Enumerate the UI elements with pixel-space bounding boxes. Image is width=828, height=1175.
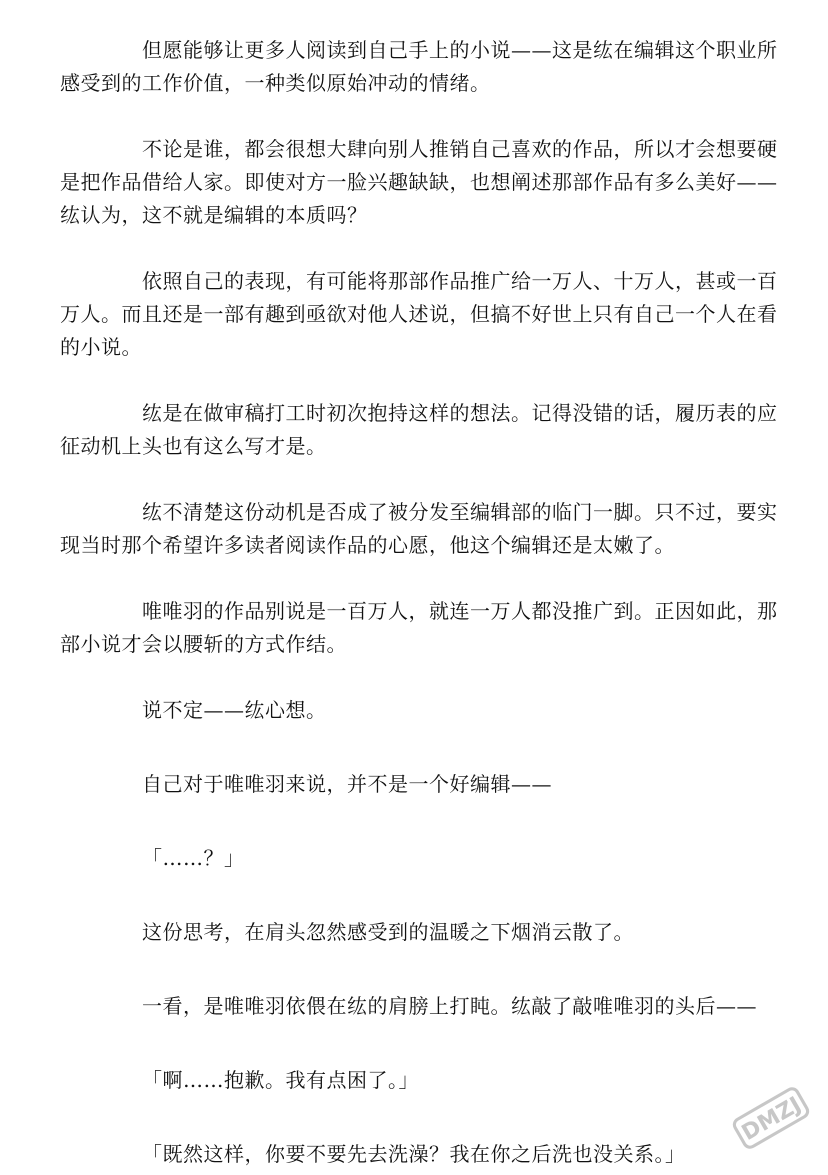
paragraph-13: 「既然这样，你要不要先去洗澡？我在你之后洗也没关系。」 (142, 1142, 686, 1166)
paragraph-7: 说不定——纮心想。 (142, 698, 327, 722)
paragraph-5: 纮不清楚这份动机是否成了被分发至编辑部的临门一脚。只不过，要实现当时那个希望许多读者阅读作品的心愿，他这个编辑还是太嫩了。 (60, 500, 778, 557)
paragraph-10: 这份思考，在肩头忽然感受到的温暖之下烟消云散了。 (142, 920, 634, 944)
paragraph-9: 「……？」 (142, 846, 245, 870)
paragraph-6: 唯唯羽的作品别说是一百万人，就连一万人都没推广到。正因如此，那部小说才会以腰斩的方式作结。 (60, 599, 778, 656)
paragraph-2: 不论是谁，都会很想大肆向别人推销自己喜欢的作品，所以才会想要硬是把作品借给人家。即使对方一脸兴趣缺缺，也想阐述那部作品有多么美好——纮认为，这不就是编辑的本质吗？ (60, 137, 778, 227)
paragraph-12: 「啊……抱歉。我有点困了。」 (142, 1068, 419, 1092)
paragraph-4: 纮是在做审稿打工时初次抱持这样的想法。记得没错的话，履历表的应征动机上头也有这么写才是。 (60, 401, 778, 458)
paragraph-1: 但愿能够让更多人阅读到自己手上的小说——这是纮在编辑这个职业所感受到的工作价值，一种类似原始冲动的情绪。 (60, 38, 778, 95)
paragraph-3: 依照自己的表现，有可能将那部作品推广给一万人、十万人，甚或一百万人。而且还是一部有趣到亟欲对他人述说，但搞不好世上只有自己一个人在看的小说。 (60, 269, 778, 359)
paragraph-8: 自己对于唯唯羽来说，并不是一个好编辑—— (142, 772, 552, 796)
document-page (60, 34, 780, 1171)
svg-text:DMZJ: DMZJ (737, 1092, 806, 1146)
paragraph-11: 一看，是唯唯羽依偎在纮的肩膀上打盹。纮敲了敲唯唯羽的头后—— (142, 994, 757, 1018)
